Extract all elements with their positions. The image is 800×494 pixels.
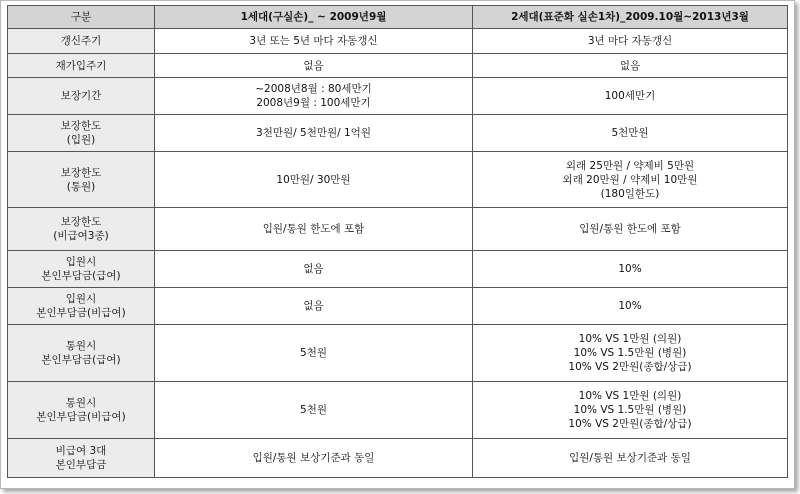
table-row <box>8 29 788 54</box>
row-label: 갱신주기 <box>8 29 155 54</box>
gen2-cell: 5천만원 <box>473 115 788 152</box>
row-label: 보장한도 (입원) <box>8 115 155 152</box>
gen2-cell: 입원/통원 보상기준과 동일 <box>473 439 788 478</box>
gen1-cell: 입원/통원 한도에 포함 <box>155 208 473 251</box>
header-gen1: 1세대(구실손)_ ~ 2009년9월 <box>155 6 473 29</box>
gen1-cell: 입원/통원 보상기준과 동일 <box>155 439 473 478</box>
gen1-cell: 없음 <box>155 251 473 288</box>
gen2-cell: 없음 <box>473 54 788 78</box>
gen2-cell: 외래 25만원 / 약제비 5만원 외래 20만원 / 약제비 10만원 (180일한도) <box>473 152 788 208</box>
table-row <box>8 208 788 251</box>
row-label: 보장한도 (비급여3종) <box>8 208 155 251</box>
header-category: 구분 <box>8 6 155 29</box>
row-label: 통원시 본인부담금(비급여) <box>8 382 155 439</box>
row-label: 입원시 본인부담금(비급여) <box>8 288 155 325</box>
gen1-cell: 3천만원/ 5천만원/ 1억원 <box>155 115 473 152</box>
table-row <box>8 325 788 382</box>
table-row <box>8 439 788 478</box>
gen1-cell: 3년 또는 5년 마다 자동갱신 <box>155 29 473 54</box>
table-row <box>8 115 788 152</box>
gen2-cell: 10% VS 1만원 (의원) 10% VS 1.5만원 (병원) 10% VS 2만원(종합/상급) <box>473 325 788 382</box>
gen1-cell: 5천원 <box>155 325 473 382</box>
table-row <box>8 288 788 325</box>
gen1-cell: 5천원 <box>155 382 473 439</box>
row-label: 재가입주기 <box>8 54 155 78</box>
gen2-cell: 10% <box>473 251 788 288</box>
gen2-cell: 10% <box>473 288 788 325</box>
row-label: 입원시 본인부담금(급여) <box>8 251 155 288</box>
header-row <box>8 6 788 29</box>
table-row <box>8 54 788 78</box>
gen2-cell: 3년 마다 자동갱신 <box>473 29 788 54</box>
gen1-cell: ~2008년8월 : 80세만기 2008년9월 : 100세만기 <box>155 78 473 115</box>
gen1-cell: 없음 <box>155 288 473 325</box>
row-label: 비급여 3대 본인부담금 <box>8 439 155 478</box>
table-row <box>8 251 788 288</box>
gen2-cell: 100세만기 <box>473 78 788 115</box>
row-label: 보장기간 <box>8 78 155 115</box>
table-row <box>8 382 788 439</box>
row-label: 보장한도 (통원) <box>8 152 155 208</box>
comparison-table <box>7 5 788 478</box>
gen2-cell: 입원/통원 한도에 포함 <box>473 208 788 251</box>
header-gen2: 2세대(표준화 실손1차)_2009.10월~2013년3월 <box>473 6 788 29</box>
gen2-cell: 10% VS 1만원 (의원) 10% VS 1.5만원 (병원) 10% VS 2만원(종합/상급) <box>473 382 788 439</box>
row-label: 통원시 본인부담금(급여) <box>8 325 155 382</box>
table-row <box>8 152 788 208</box>
gen1-cell: 없음 <box>155 54 473 78</box>
table-row <box>8 78 788 115</box>
gen1-cell: 10만원/ 30만원 <box>155 152 473 208</box>
